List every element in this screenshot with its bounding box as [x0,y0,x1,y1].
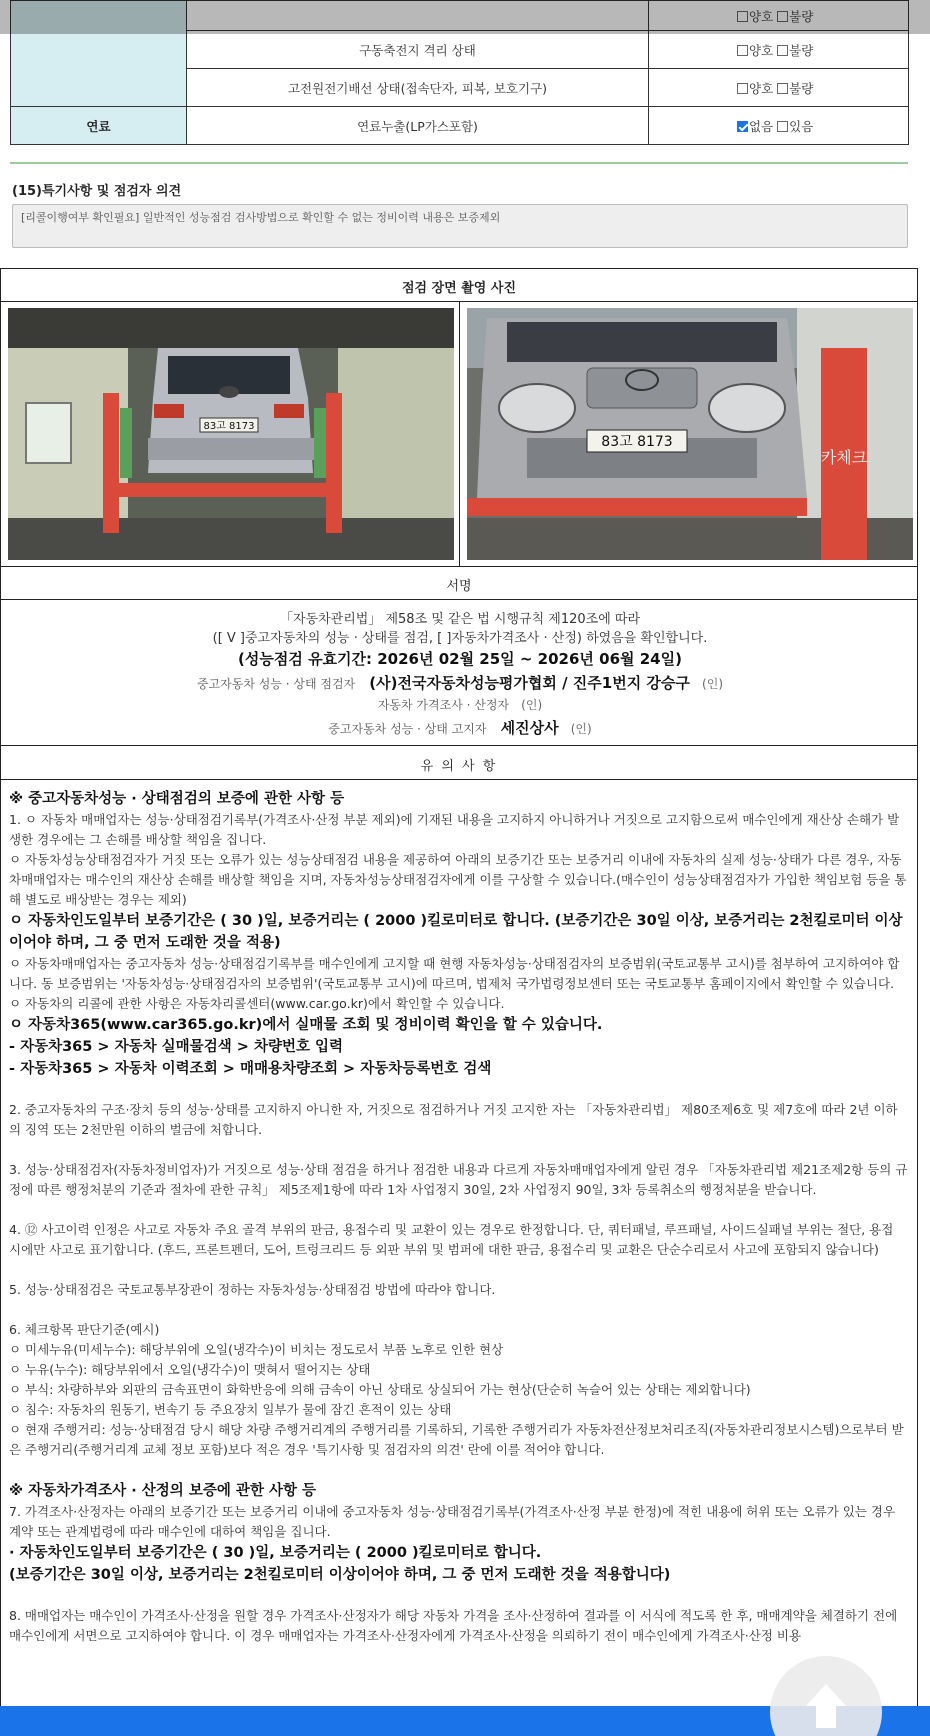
note-paragraph: 8. 매매업자는 매수인이 가격조사·산정을 원할 경우 가격조사·산정자가 해당 자동차 가격을 조사·산정하여 결과를 이 서식에 적도록 한 후, 매매계약을 체결하기 전에 매수인에게 서면으로 고지하여야 합니다. 이 경우 매매업자는 가격조사·산정자에게 가격조사·산정을 의뢰하기 전이 매수인에게 가격조사·산정 비용 [9,1608,898,1643]
option-label: 불량 [789,8,814,24]
option-label: 있음 [789,118,814,134]
notifier-row [1,717,919,738]
inspection-photo-rear[interactable] [8,308,454,560]
item-cell: 고전원전기배선 상태(접속단자, 피복, 보호기구) [187,69,649,107]
inspection-photo-front[interactable] [467,308,913,560]
appraiser-row [1,696,919,713]
note-heading: ㅇ 자동차인도일부터 보증기간은 ( 30 )일, 보증거리는 ( 2000 )킬로미터로 합니다. (보증기간은 30일 이상, 보증거리는 2천킬로미터 이상이어야 하며, 그 중 먼저 도래한 것을 적용) [9,913,903,951]
legal-basis-text: 「자동차관리법」 제58조 및 같은 법 시행규칙 제120조에 따라 [280,612,640,627]
validity-period: (성능점검 유효기간: 2026년 02월 25일 ~ 2026년 06월 24일) [238,650,682,668]
arrow-up-icon [798,1678,854,1734]
inspector-label: 중고자동차 성능 · 상태 점검자 [196,677,356,691]
table-row [11,1,909,31]
checkbox[interactable] [737,11,748,22]
spacer [9,1080,909,1100]
checkbox-checked[interactable] [737,121,748,132]
note-paragraph: ㅇ 미세누유(미세누수): 해당부위에 오일(냉각수)이 비치는 정도로서 부품 노후로 인한 현상 [9,1342,504,1357]
divider [10,162,908,164]
spacer [9,1260,909,1280]
confirmation-text: ([ V ]중고자동차의 성능 · 상태를 점검, [ ]자동차가격조사 · 산정) 하였음을 확인합니다. [212,631,708,646]
remarks-textarea[interactable]: [리콜이행여부 확인필요] 일반적인 성능점검 검사방법으로 확인할 수 없는 정비이력 내용은 보증제외 [12,204,908,248]
photo-divider [459,302,460,566]
option-label: 없음 [749,118,774,134]
note-heading: ㅇ 자동차365(www.car365.go.kr)에서 실매물 조회 및 정비이력 확인을 할 수 있습니다. [9,1017,603,1033]
checkbox[interactable] [777,83,788,94]
checkbox[interactable] [777,45,788,56]
note-paragraph: 5. 성능·상태점검은 국토교통부장관이 정하는 자동차성능·상태점검 방법에 따라야 합니다. [9,1282,496,1297]
note-heading: (보증기간은 30일 이상, 보증거리는 2천킬로미터 이상이어야 하며, 그 중 먼저 도래한 것을 적용합니다) [9,1567,671,1583]
note-paragraph: ㅇ 현재 주행거리: 성능·상태점검 당시 해당 차량 주행거리계의 주행거리를 기록하되, 기록한 주행거리가 자동차전산정보처리조직(자동차관리정보시스템)으로부터 받은 주행거리(주행거리계 교체 정보 포함)보다 적은 경우 '특기사항 및 점검자의 의견' 란에 이를 적어야 합니다. [9,1422,904,1457]
note-paragraph: ㅇ 침수: 자동차의 원동기, 변속기 등 주요장치 일부가 물에 잠긴 흔적이 있는 상태 [9,1402,452,1417]
checkbox[interactable] [737,83,748,94]
inspector-row [1,672,919,693]
notifier-name: 세진상사 [500,719,559,737]
checkbox[interactable] [777,11,788,22]
inspector-name: (사)전국자동차성능평가협회 / 진주1번지 강승구 [369,674,690,692]
note-heading: - 자동차365 > 자동차 실매물검색 > 차량번호 입력 [9,1039,344,1055]
checkbox[interactable] [737,45,748,56]
seal-mark: (인) [521,698,543,712]
item-cell: 연료누출(LP가스포함) [187,107,649,145]
spacer [9,1586,909,1606]
notes-title: 유 의 사 항 [420,759,498,774]
spacer [9,1140,909,1160]
note-paragraph: 7. 가격조사·산정자는 아래의 보증기간 또는 보증거리 이내에 중고자동차 성능·상태점검기록부(가격조사·산정 부분 한정)에 적힌 내용에 허위 또는 오류가 있는 경우 계약 또는 관계법령에 따라 매수인에 대하여 책임을 집니다. [9,1504,896,1539]
note-paragraph: ㅇ 자동차매매업자는 중고자동차 성능·상태점검기록부를 매수인에게 고지할 때 현행 자동차성능·상태점검자의 보증범위(국토교통부 고시)를 첨부하여 고지하여야 합니다. 동 보증범위는 '자동차성능·상태점검자의 보증범위'(국토교통부 고시)에 따르며, 법제처 국가법령정보센터 또는 국토교통부 홈페이지에서 확인할 수 있습니다. [9,956,900,991]
spacer [9,1460,909,1480]
signature-title: 서명 [446,579,472,594]
options-cell [649,31,909,69]
category-cell: 연료 [11,107,187,145]
note-heading: - 자동차365 > 자동차 이력조회 > 매매용차량조회 > 자동차등록번호 검색 [9,1061,492,1077]
option-label: 양호 [749,42,774,58]
note-paragraph: 6. 체크항목 판단기준(예시) [9,1322,160,1337]
remarks-title: (15)특기사항 및 점검자 의견 [12,184,182,199]
appraiser-label: 자동차 가격조사 · 산정자 [377,698,510,712]
license-plate-text: 83고 8173 [601,434,673,450]
note-paragraph: ㅇ 누유(누수): 해당부위에서 오일(냉각수)이 맺혀서 떨어지는 상태 [9,1362,371,1377]
note-paragraph: ㅇ 부식: 차량하부와 외판의 금속표면이 화학반응에 의해 금속이 아닌 상태로 상실되어 가는 현상(단순히 녹슬어 있는 상태는 제외합니다) [9,1382,751,1397]
notifier-label: 중고자동차 성능 · 상태 고지자 [328,722,487,736]
note-paragraph: ㅇ 자동차의 리콜에 관한 사항은 자동차리콜센터(www.car.go.kr)에서 확인할 수 있습니다. [9,996,505,1011]
seal-mark: (인) [702,677,724,691]
shop-sign-text: 카체크 [820,448,868,467]
inspection-table-section [10,0,908,145]
car-rear-image [8,308,454,560]
option-label: 양호 [749,8,774,24]
spacer [9,1200,909,1220]
option-label: 불량 [789,80,814,96]
signature-block [0,600,918,746]
note-paragraph: 3. 성능·상태점검자(자동차정비업자)가 거짓으로 성능·상태 점검을 하거나 점검한 내용과 다르게 자동차매매업자에게 알린 경우 「자동차관리법 제21조제2항 등의 규정에 따른 행정처분의 기준과 절차에 관한 규칙」 제5조제1항에 따라 1차 사업정지 30일, 2차 사업정지 90일, 3차 등록취소의 행정처분을 받습니다. [9,1162,908,1197]
note-heading: · 자동차인도일부터 보증기간은 ( 30 )일, 보증거리는 ( 2000 )킬로미터로 합니다. [9,1545,542,1561]
options-cell [649,69,909,107]
note-paragraph: 4. ⑫ 사고이력 인정은 사고로 자동차 주요 골격 부위의 판금, 용접수리 및 교환이 있는 경우로 한정합니다. 단, 쿼터패널, 루프패널, 사이드실패널 부위는 절단, 용접 시에만 사고로 표기합니다. (후드, 프론트펜더, 도어, 트렁크리드 등 외판 부위 및 범퍼에 대한 판금, 용접수리 및 교환은 단순수리로서 사고에 포함되지 않습니다) [9,1222,894,1257]
note-paragraph: 2. 중고자동차의 구조·장치 등의 성능·상태를 고지하지 아니한 자, 거짓으로 점검하거나 거짓 고지한 자는 「자동차관리법」 제80조제6호 및 제7호에 따라 2년 이하의 징역 또는 2천만원 이하의 벌금에 처합니다. [9,1102,898,1137]
note-heading: ※ 자동차가격조사 · 산정의 보증에 관한 사항 등 [9,1483,317,1499]
spacer [9,1300,909,1320]
options-cell [649,107,909,145]
car-front-image [467,308,913,560]
item-cell: 구동축전지 격리 상태 [187,31,649,69]
item-cell [187,1,649,31]
seal-mark: (인) [570,722,592,736]
photo-section-title: 점검 장면 촬영 사진 [401,281,517,296]
notes-body [0,780,918,1736]
note-paragraph: ㅇ 자동차성능상태점검자가 거짓 또는 오류가 있는 성능상태점검 내용을 제공하여 아래의 보증기간 또는 보증거리 이내에 자동차의 실제 성능·상태가 다른 경우, 자동차매매업자는 매수인의 재산상 손해를 배상할 책임을 지며, 자동차성능상태점검자에게 이를 구상할 수 있습니다.(매수인이 성능상태점검자가 가입한 책임보험 등을 통해 별도로 배상받는 경우는 제외) [9,852,907,907]
note-heading: ※ 중고자동차성능 · 상태점검의 보증에 관한 사항 등 [9,791,345,807]
table-row [11,107,909,145]
category-cell [11,1,187,107]
inspection-table [10,0,909,145]
checkbox[interactable] [777,121,788,132]
options-cell [649,1,909,31]
license-plate-text: 83고 8173 [203,421,255,432]
photo-gallery [0,302,918,566]
option-label: 양호 [749,80,774,96]
note-paragraph: 1. ㅇ 자동차 매매업자는 성능·상태점검기록부(가격조사·산정 부분 제외)에 기재된 내용을 고지하지 아니하거나 거짓으로 고지함으로써 매수인에게 재산상 손해가 발생한 경우에는 그 손해를 배상할 책임을 집니다. [9,812,900,847]
option-label: 불량 [789,42,814,58]
